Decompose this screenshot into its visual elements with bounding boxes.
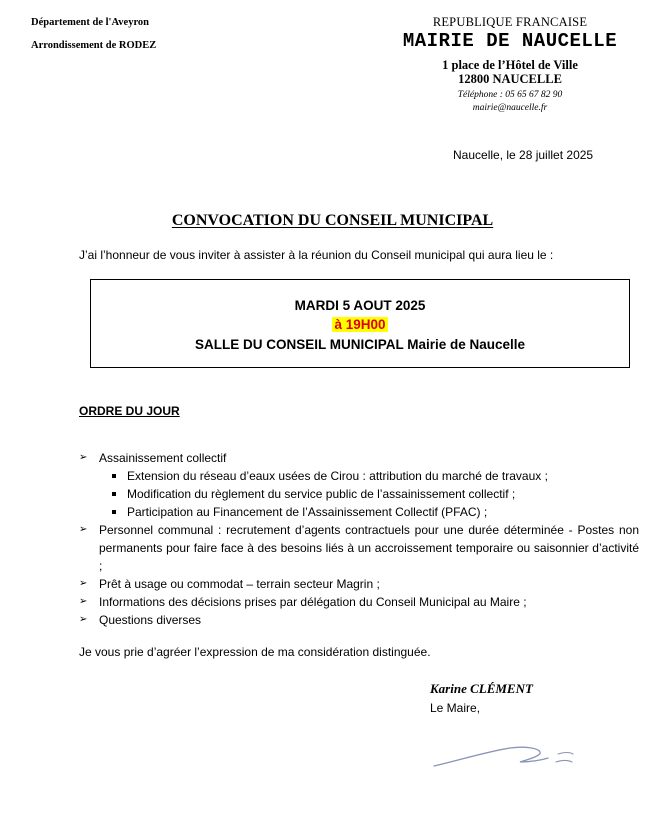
meeting-box (90, 279, 630, 368)
agenda-item (79, 575, 639, 593)
address-line-2: 12800 NAUCELLE (458, 72, 562, 86)
agenda-item (79, 593, 639, 611)
meeting-time-line (91, 315, 629, 334)
document-title (0, 212, 665, 230)
agenda-item (79, 449, 639, 467)
agenda-item (79, 521, 639, 575)
arrow-bullet-icon: ➢ (79, 578, 88, 589)
meeting-time: à 19H00 (334, 317, 386, 332)
agenda-item-text: Prêt à usage ou commodat – terrain secteur Magrin ; (99, 577, 380, 591)
agenda-list (79, 449, 639, 629)
address-block (430, 58, 590, 115)
email-address: mairie@naucelle.fr (472, 103, 548, 113)
arrondissement-label: Arrondissement de RODEZ (31, 40, 157, 51)
agenda-subitem-text: Extension du réseau d’eaux usées de Cirou : attribution du marché de travaux ; (127, 469, 548, 483)
meeting-place: SALLE DU CONSEIL MUNICIPAL Mairie de Naucelle (194, 337, 526, 352)
agenda-subitem-text: Participation au Financement de l’Assainissement Collectif (PFAC) ; (127, 505, 488, 519)
address-line-1: 1 place de l’Hôtel de Ville (442, 58, 578, 72)
signer-name: Karine CLÉMENT (430, 681, 533, 696)
arrow-bullet-icon: ➢ (79, 452, 88, 463)
agenda-subitem-text: Modification du règlement du service public de l’assainissement collectif ; (127, 487, 516, 501)
agenda-heading: ORDRE DU JOUR (79, 404, 180, 418)
mairie-title: MAIRIE DE NAUCELLE (402, 30, 618, 52)
agenda-item-text: Questions diverses (99, 613, 202, 627)
letterhead (388, 14, 632, 52)
telephone-label: Téléphone (457, 90, 498, 100)
handwritten-signature-icon (430, 738, 580, 783)
telephone-number: : 05 65 67 82 90 (497, 90, 563, 100)
arrow-bullet-icon: ➢ (79, 596, 88, 607)
agenda-item-text: Informations des décisions prises par délégation du Conseil Municipal au Maire ; (99, 595, 527, 609)
arrow-bullet-icon: ➢ (79, 524, 88, 535)
square-bullet-icon (112, 510, 116, 514)
republique-label: REPUBLIQUE FRANCAISE (432, 15, 588, 29)
square-bullet-icon (112, 492, 116, 496)
telephone-line (430, 89, 590, 102)
agenda-subitem (79, 503, 639, 521)
intro-text: J’ai l’honneur de vous inviter à assister à la réunion du Conseil municipal qui aura lieu le : (79, 248, 554, 262)
agenda-subitem (79, 485, 639, 503)
letter-date: Naucelle, le 28 juillet 2025 (453, 148, 594, 162)
closing-text: Je vous prie d’agréer l’expression de ma considération distinguée. (79, 645, 431, 659)
agenda-item (79, 611, 639, 629)
document-title-text: CONVOCATION DU CONSEIL MUNICIPAL (171, 212, 494, 229)
agenda-subitem (79, 467, 639, 485)
square-bullet-icon (112, 474, 116, 478)
agenda-item-text: Personnel communal : recrutement d’agents contractuels pour une durée déterminée - Postes non permanents pour faire face à des besoins liés à un accroissement temporaire ou saisonnier d’activité ; (99, 523, 639, 573)
meeting-day: MARDI 5 AOUT 2025 (294, 298, 426, 313)
agenda-item-text: Assainissement collectif (99, 451, 227, 465)
arrow-bullet-icon: ➢ (79, 614, 88, 625)
department-label: Département de l'Aveyron (31, 17, 150, 28)
signer-role: Le Maire, (430, 701, 481, 715)
